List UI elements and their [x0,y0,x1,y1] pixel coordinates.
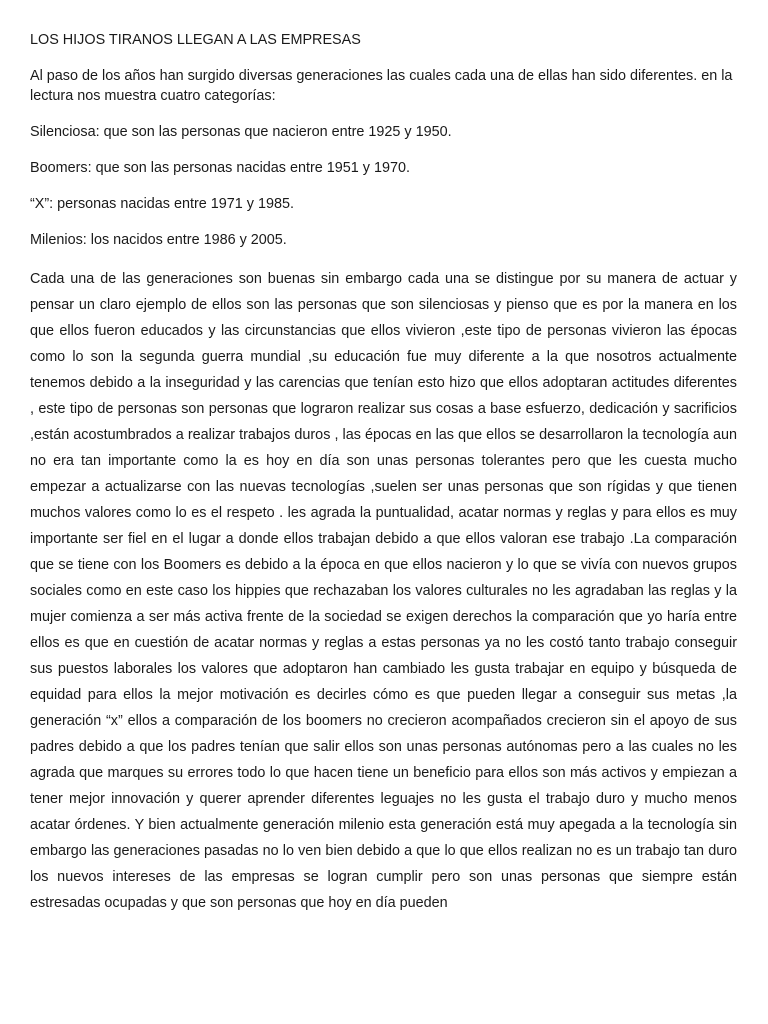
category-boomers: Boomers: que son las personas nacidas entre 1951 y 1970. [30,160,410,176]
document-title: LOS HIJOS TIRANOS LLEGAN A LAS EMPRESAS [30,32,361,48]
intro-paragraph: Al paso de los años han surgido diversas generaciones las cuales cada una de ellas han sido diferentes. en la lectura nos muestra cuatro categorías: [30,68,733,104]
category-silenciosa: Silenciosa: que son las personas que nacieron entre 1925 y 1950. [30,124,452,140]
category-x: “X”: personas nacidas entre 1971 y 1985. [30,196,294,212]
body-paragraph: Cada una de las generaciones son buenas sin embargo cada una se distingue por su manera de actuar y pensar un claro ejemplo de ellos son las personas que son silenciosas y pienso que es por la manera en los que ellos fueron educados y las circunstancias que ellos vivieron ,este tipo de personas vivieron las épocas como lo son la segunda guerra mundial ,su educación fue muy diferente a la que nosotros actualmente tenemos debido a la inseguridad y las carencias que tenían esto hizo que ellos adoptaran actitudes diferentes , este tipo de personas son personas que lograron realizar sus cosas a base esfuerzo, dedicación y sacrificios ,están acostumbrados a realizar trabajos duros , las épocas en las que ellos se desarrollaron la tecnología aun no era tan importante como la es hoy en día son unas personas tolerantes pero que les cuesta mucho empezar a actualizarse con las nuevas tecnologías ,suelen ser unas personas que son rígidas y que tienen muchos valores como lo es el respeto . les agrada la puntualidad, acatar normas y reglas y para ellos es muy importante ser fiel en el lugar a donde ellos trabajan debido a que ellos valoran ese trabajo .La comparación que se tiene con los Boomers es debido a la época en que ellos nacieron y lo que se vivía con nuevos grupos sociales como en este caso los hippies que rechazaban los valores culturales no les agradaban las reglas y la mujer comienza a ser más activa frente de la sociedad se exigen derechos la comparación que yo haría entre ellos es que en cuestión de acatar normas y reglas a estas personas ya no les costó tanto trabajo conseguir sus puestos laborales los valores que adoptaron han cambiado les gusta trabajar en equipo y búsqueda de equidad para ellos la mejor motivación es decirles cómo es que pueden llegar a conseguir sus metas ,la generación “x” ellos a comparación de los boomers no crecieron acompañados crecieron sin el apoyo de sus padres debido a que los padres tenían que salir ellos son unas personas autónomas pero a las cuales no les agrada que marques su errores todo lo que hacen tiene un beneficio para ellos son más activos y empiezan a tener mejor innovación y querer aprender diferentes leguajes no les gusta el trabajo duro y mucho menos acatar órdenes. Y bien actualmente generación milenio esta generación está muy apegada a la tecnología sin embargo las generaciones pasadas no lo ven bien debido a que lo que ellos realizan no es un trabajo tan duro los nuevos intereses de las empresas se logran cumplir pero son unas personas que siempre están estresadas ocupadas y que son personas que hoy en día pueden [30,271,737,911]
category-milenios: Milenios: los nacidos entre 1986 y 2005. [30,232,287,248]
document-page [30,30,737,916]
